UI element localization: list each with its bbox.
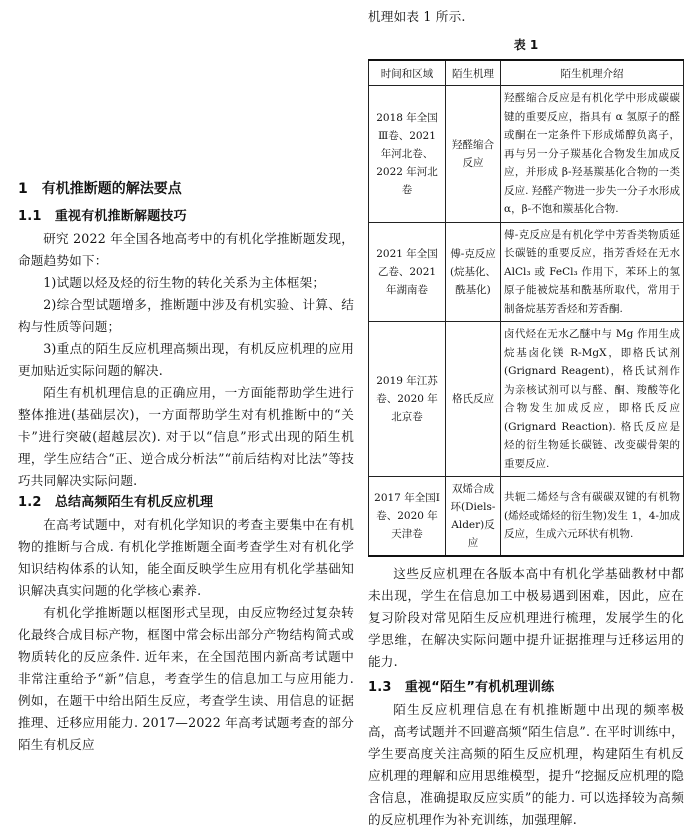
paragraph: 2)综合型试题增多，推断题中涉及有机实验、计算、结构与性质等问题； [18, 297, 354, 334]
table-cell-mechanism: 羟醛缩合反应 [446, 86, 501, 223]
table-cell-description: 共轭二烯烃与含有碳碳双键的有机物(烯烃或烯烃的衍生物)发生 1，4-加成反应，生成六元环状有机物. [501, 477, 684, 557]
paragraph: 1)试题以烃及烃的衍生物的转化关系为主体框架； [43, 275, 326, 290]
mechanism-table [368, 59, 684, 557]
right-column [368, 0, 684, 831]
left-body [18, 206, 354, 756]
paragraph-continued: 机理如表 1 所示. [368, 9, 466, 24]
subsection-title-1-1: 1.1 重视有机推断解题技巧 [18, 209, 187, 224]
table-header: 时间和区域 [369, 60, 446, 86]
right-body [368, 563, 684, 831]
table-cell-mechanism: 傅-克反应(烷基化、酰基化) [446, 222, 501, 322]
table-cell-time: 2017 年全国Ⅰ卷、2020 年天津卷 [369, 477, 446, 557]
section-title: 1 有机推断题的解法要点 [18, 181, 182, 197]
table-cell-time: 2018 年全国Ⅲ卷、2021 年河北卷、2022 年河北卷 [369, 86, 446, 223]
table-header: 陌生机理介绍 [501, 60, 684, 86]
table-cell-description: 卤代烃在无水乙醚中与 Mg 作用生成烷基卤化镁 R-MgX，即格氏试剂(Grignard Reagent)，格氏试剂作为亲核试剂可以与醛、酮、羧酸等化合物发生加成反应，即格氏反应(Grignard Reaction). 格氏反应是烃的衍生物延长碳链、改变碳骨架的重要反应. [501, 322, 684, 477]
subsection-title-1-2: 1.2 总结高频陌生有机反应机理 [18, 495, 214, 510]
paragraph: 在高考试题中，对有机化学知识的考查主要集中在有机物的推断与合成. 有机化学推断题全面考查学生对有机化学知识结构体系的认知，能全面反映学生应用有机化学基础知识解决真实问题的化学核心素养. [18, 517, 354, 598]
table-cell-description: 羟醛缩合反应是有机化学中形成碳碳键的重要反应，指具有 α 氢原子的醛或酮在一定条件下形成烯醇负离子，再与另一分子羰基化合物发生加成反应，并形成 β-羟基羰基化合物的一类反应. 羟醛产物进一步失一分子水形成 α，β-不饱和羰基化合物. [501, 86, 684, 223]
paragraph: 陌生反应机理信息在有机推断题中出现的频率极高，高考试题并不回避高频“陌生信息”. 在平时训练中，学生要高度关注高频的陌生反应机理，构建陌生有机反应机理的理解和应用思维模型，提升“挖掘反应机理的隐含信息，准确提取反应实质”的能力. 可以选择较为高频的反应机理作为补充训练，加强理解. [368, 702, 684, 827]
paragraph: 3)重点的陌生反应机理高频出现，有机反应机理的应用更加贴近实际问题的解决. [18, 341, 354, 378]
subsection-title-1-3: 1.3 重视“陌生”有机机理训练 [368, 680, 555, 695]
paragraph: 有机化学推断题以框图形式呈现，由反应物经过复杂转化最终合成目标产物，框图中常会标出部分产物结构简式或物质转化的反应条件. 近年来，在全国范围内新高考试题中非常注重给予“新”信息，考查学生的信息加工与应用能力. 例如，在题干中给出陌生反应，考查学生读、用信息的证据推理、迁移应用能力. 2017—2022 年高考试题考查的部分陌生有机反应 [18, 605, 354, 752]
table-cell-mechanism: 双烯合成环(Diels-Alder)反应 [446, 477, 501, 557]
table-header: 陌生机理 [446, 60, 501, 86]
paragraph: 研究 2022 年全国各地高考中的有机化学推断题发现，命题趋势如下： [18, 231, 354, 268]
table-row [369, 222, 684, 322]
table-cell-time: 2019 年江苏卷、2020 年北京卷 [369, 322, 446, 477]
table-caption: 表 1 [513, 38, 539, 52]
table-row [369, 86, 684, 223]
table-cell-description: 傅-克反应是有机化学中芳香类物质延长碳链的重要反应，指芳香烃在无水 AlCl₃ 或 FeCl₃ 作用下，苯环上的氢原子能被烷基和酰基所取代，常用于制备烷基芳香烃和芳香酮. [501, 222, 684, 322]
table-cell-time: 2021 年全国乙卷、2021 年湖南卷 [369, 222, 446, 322]
table-cell-mechanism: 格氏反应 [446, 322, 501, 477]
table-row [369, 322, 684, 477]
paragraph: 这些反应机理在各版本高中有机化学基础教材中都未出现，学生在信息加工中极易遇到困难，因此，应在复习阶段对常见陌生反应机理进行梳理，发展学生的化学思维，在解决实际问题中提升证据推理与迁移运用的能力. [368, 566, 684, 669]
table-row [369, 477, 684, 557]
paragraph: 陌生有机机理信息的正确应用，一方面能帮助学生进行整体推进(基础层次)，一方面帮助学生对有机推断中的“关卡”进行突破(超越层次). 对于以“信息”形式出现的陌生机理，学生应结合“正、逆合成分析法”“前后结构对比法”等技巧共同解决实际问题. [18, 385, 354, 488]
